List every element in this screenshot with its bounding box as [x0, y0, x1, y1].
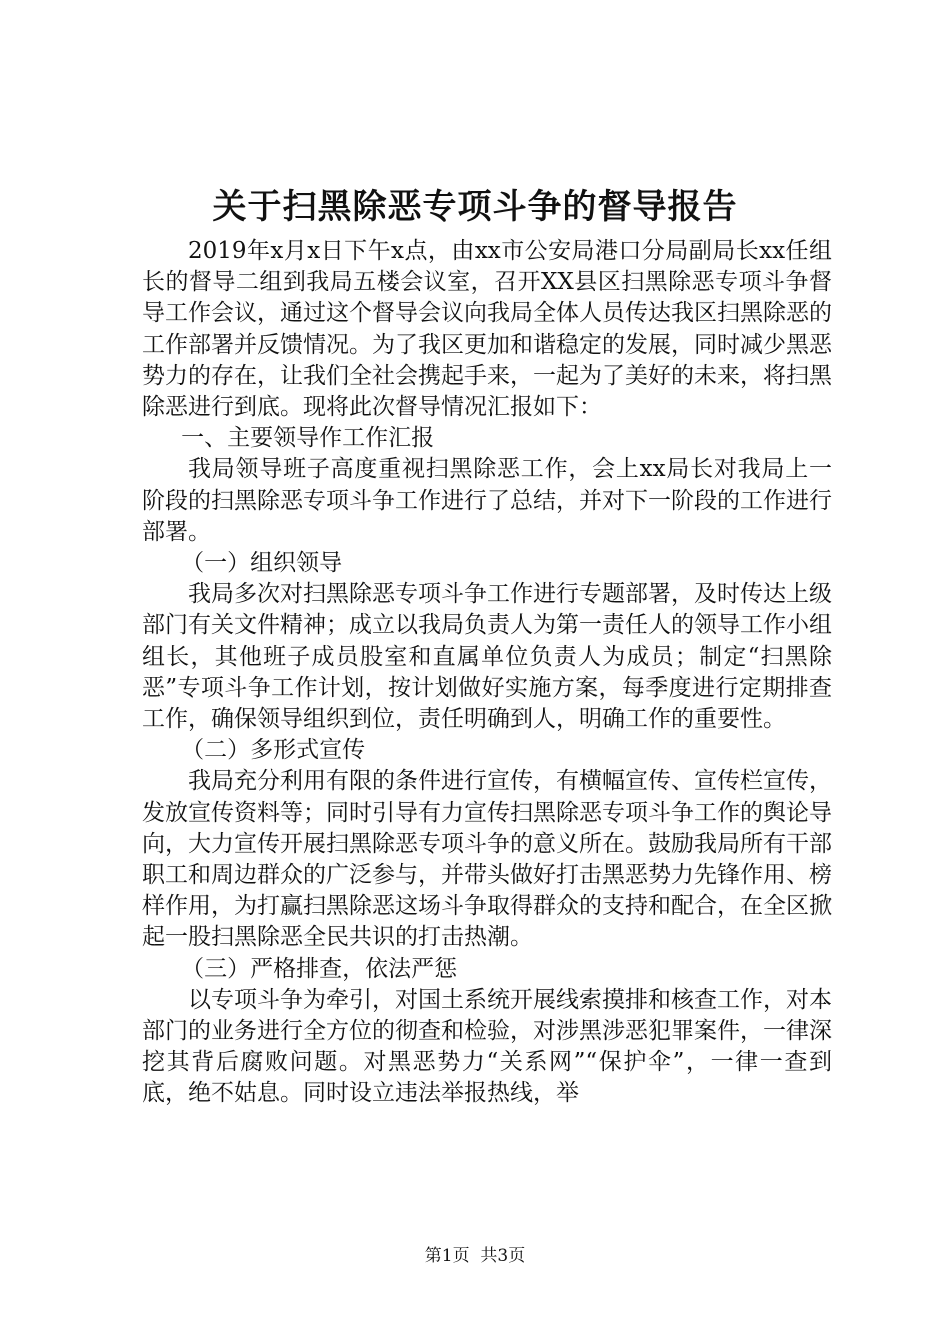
document-title: 关于扫黑除恶专项斗争的督导报告 — [212, 187, 738, 227]
body-paragraph: 以专项斗争为牵引，对国土系统开展线索摸排和核查工作，对本部门的业务进行全方位的彻查和检验，对涉黑涉恶犯罪案件，一律深挖其背后腐败问题。对黑恶势力“关系网”“保护伞”，一律一查到底，绝不姑息。同时设立违法举报热线，举 — [142, 986, 832, 1107]
subsection-heading: （二）多形式宣传 — [181, 737, 366, 764]
subsection-heading: （一）组织领导 — [181, 550, 343, 577]
section-heading: 一、主要领导作工作汇报 — [181, 425, 435, 452]
page-footer — [0, 1244, 950, 1268]
body-paragraph: 我局多次对扫黑除恶专项斗争工作进行专题部署，及时传达上级部门有关文件精神；成立以我局负责人为第一责任人的领导工作小组组长，其他班子成员股室和直属单位负责人为成员；制定“扫黑除恶”专项斗争工作计划，按计划做好实施方案，每季度进行定期排查工作，确保领导组织到位，责任明确到人，明确工作的重要性。 — [142, 581, 832, 733]
body-paragraph: 我局领导班子高度重视扫黑除恶工作，会上xx局长对我局上一阶段的扫黑除恶专项斗争工作进行了总结，并对下一阶段的工作进行部署。 — [142, 456, 832, 545]
page-total: 共3页 — [480, 1246, 526, 1266]
body-paragraph: 我局充分利用有限的条件进行宣传，有横幅宣传、宣传栏宣传，发放宣传资料等；同时引导有力宣传扫黑除恶专项斗争工作的舆论导向，大力宣传开展扫黑除恶专项斗争的意义所在。鼓励我局所有干部职工和周边群众的广泛参与，并带头做好打击黑恶势力先锋作用、榜样作用，为打赢扫黑除恶这场斗争取得群众的支持和配合，在全区掀起一股扫黑除恶全民共识的打击热潮。 — [142, 768, 832, 951]
subsection-heading: （三）严格排查，依法严惩 — [181, 955, 458, 982]
document-body — [142, 236, 832, 1110]
page-number: 第1页 — [424, 1246, 470, 1266]
body-paragraph: 2019年x月x日下午x点，由xx市公安局港口分局副局长xx任组长的督导二组到我局五楼会议室，召开XX县区扫黑除恶专项斗争督导工作会议，通过这个督导会议向我局全体人员传达我区扫黑除恶的工作部署并反馈情况。为了我区更加和谐稳定的发展，同时减少黑恶势力的存在，让我们全社会携起手来，一起为了美好的未来，将扫黑除恶进行到底。现将此次督导情况汇报如下： — [142, 238, 832, 421]
